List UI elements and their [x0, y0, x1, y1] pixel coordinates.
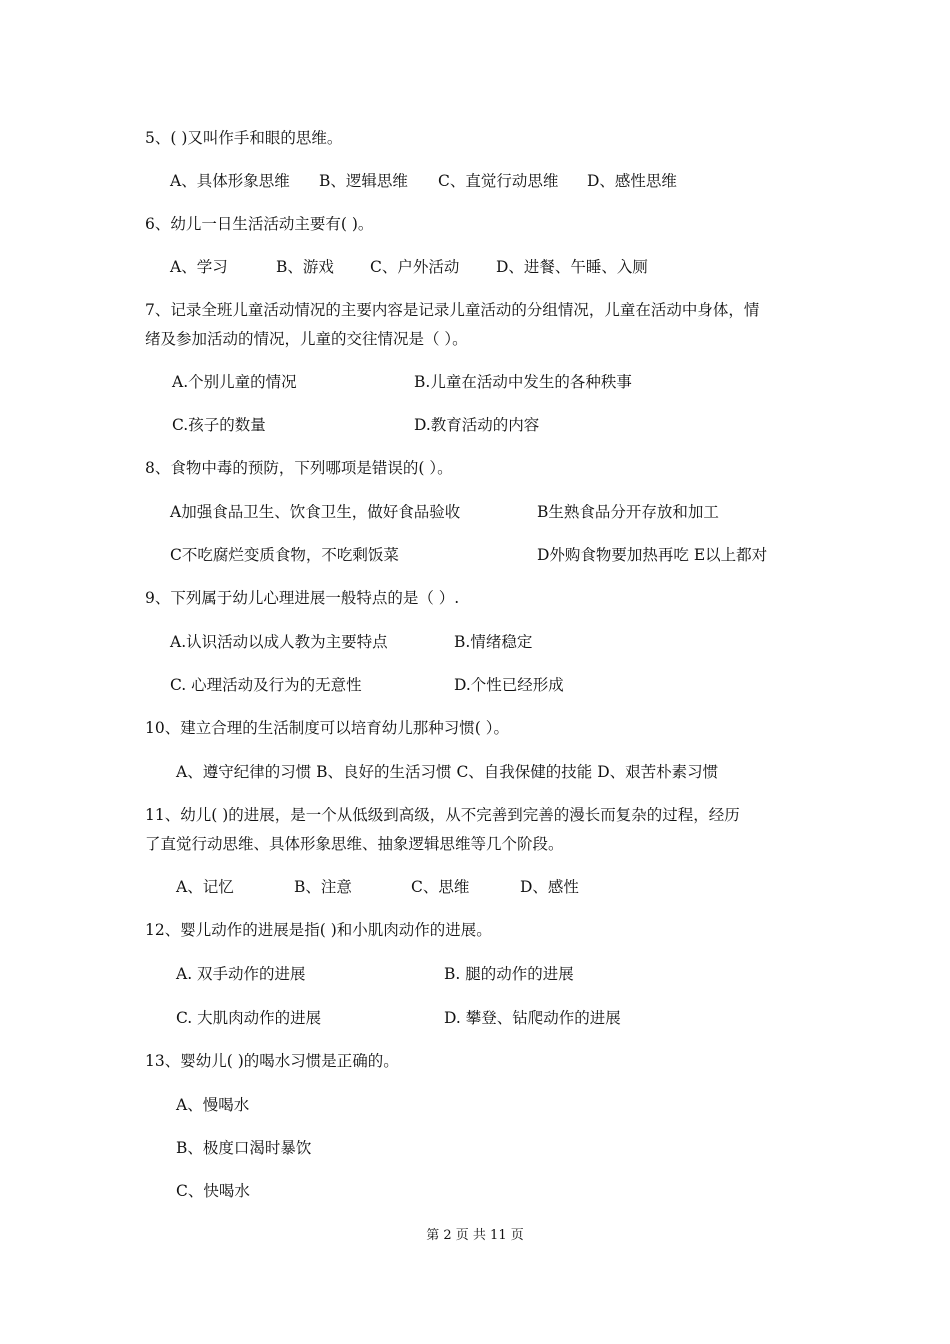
- question-8-stem: 8、食物中毒的预防，下列哪项是错误的( ）。: [145, 459, 453, 477]
- question-12-option-a: A. 双手动作的进展: [176, 965, 306, 983]
- question-9-option-c: C. 心理活动及行为的无意性: [170, 676, 362, 694]
- question-7-stem-line-2: 绪及参加活动的情况，儿童的交往情况是（ ）。: [145, 330, 468, 348]
- question-7-option-b: B.儿童在活动中发生的各种秩事: [414, 373, 632, 391]
- question-10-stem: 10、建立合理的生活制度可以培育幼儿那种习惯( ）。: [145, 719, 509, 737]
- question-5-option-b: B、逻辑思维: [319, 172, 408, 190]
- question-11-option-d: D、感性: [520, 878, 579, 896]
- question-13-option-b: B、极度口渴时暴饮: [176, 1139, 312, 1157]
- question-6-option-a: A、学习: [170, 258, 228, 276]
- question-12-option-d: D. 攀登、钻爬动作的进展: [444, 1009, 621, 1027]
- question-6-option-c: C、户外活动: [370, 258, 460, 276]
- question-12-stem: 12、婴儿动作的进展是指( )和小肌肉动作的进展。: [145, 921, 492, 939]
- question-5-option-d: D、感性思维: [587, 172, 677, 190]
- question-6-option-d: D、进餐、午睡、入厕: [496, 258, 648, 276]
- question-13-option-c: C、快喝水: [176, 1182, 250, 1200]
- question-12-option-b: B. 腿的动作的进展: [444, 965, 574, 983]
- question-11-option-b: B、注意: [294, 878, 352, 896]
- question-10-options: A、遵守纪律的习惯 B、良好的生活习惯 C、自我保健的技能 D、艰苦朴素习惯: [176, 763, 719, 781]
- question-12-option-c: C. 大肌肉动作的进展: [176, 1009, 322, 1027]
- question-11-stem-line-1: 11、幼儿( )的进展，是一个从低级到高级，从不完善到完善的漫长而复杂的过程，经历: [145, 806, 740, 824]
- question-6-stem: 6、幼儿一日生活活动主要有( )。: [145, 215, 374, 233]
- question-11-option-c: C、思维: [411, 878, 470, 896]
- question-7-option-d: D.教育活动的内容: [414, 416, 540, 434]
- question-9-option-a: A.认识活动以成人教为主要特点: [170, 633, 388, 651]
- question-5-option-a: A、具体形象思维: [170, 172, 290, 190]
- question-9-stem: 9、下列属于幼儿心理进展一般特点的是（ ）.: [145, 589, 460, 607]
- question-8-option-b: B生熟食品分开存放和加工: [537, 503, 719, 521]
- question-8-option-a: A加强食品卫生、饮食卫生，做好食品验收: [170, 503, 461, 521]
- question-8-option-c: C不吃腐烂变质食物，不吃剩饭菜: [170, 546, 399, 564]
- question-9-option-d: D.个性已经形成: [454, 676, 564, 694]
- question-5-option-c: C、直觉行动思维: [438, 172, 559, 190]
- question-8-option-d: D外购食物要加热再吃 E以上都对: [537, 546, 768, 564]
- question-11-option-a: A、记忆: [176, 878, 234, 896]
- question-9-option-b: B.情绪稳定: [454, 633, 533, 651]
- question-7-stem-line-1: 7、记录全班儿童活动情况的主要内容是记录儿童活动的分组情况，儿童在活动中身体，情: [145, 301, 760, 319]
- question-11-stem-line-2: 了直觉行动思维、具体形象思维、抽象逻辑思维等几个阶段。: [145, 835, 564, 853]
- question-13-option-a: A、慢喝水: [176, 1096, 250, 1114]
- page-number-footer: 第 2 页 共 11 页: [426, 1228, 524, 1243]
- question-7-option-a: A.个别儿童的情况: [172, 373, 297, 391]
- question-5-stem: 5、( )又叫作手和眼的思维。: [145, 129, 343, 147]
- question-6-option-b: B、游戏: [276, 258, 334, 276]
- question-7-option-c: C.孩子的数量: [172, 416, 266, 434]
- question-13-stem: 13、婴幼儿( )的喝水习惯是正确的。: [145, 1052, 399, 1070]
